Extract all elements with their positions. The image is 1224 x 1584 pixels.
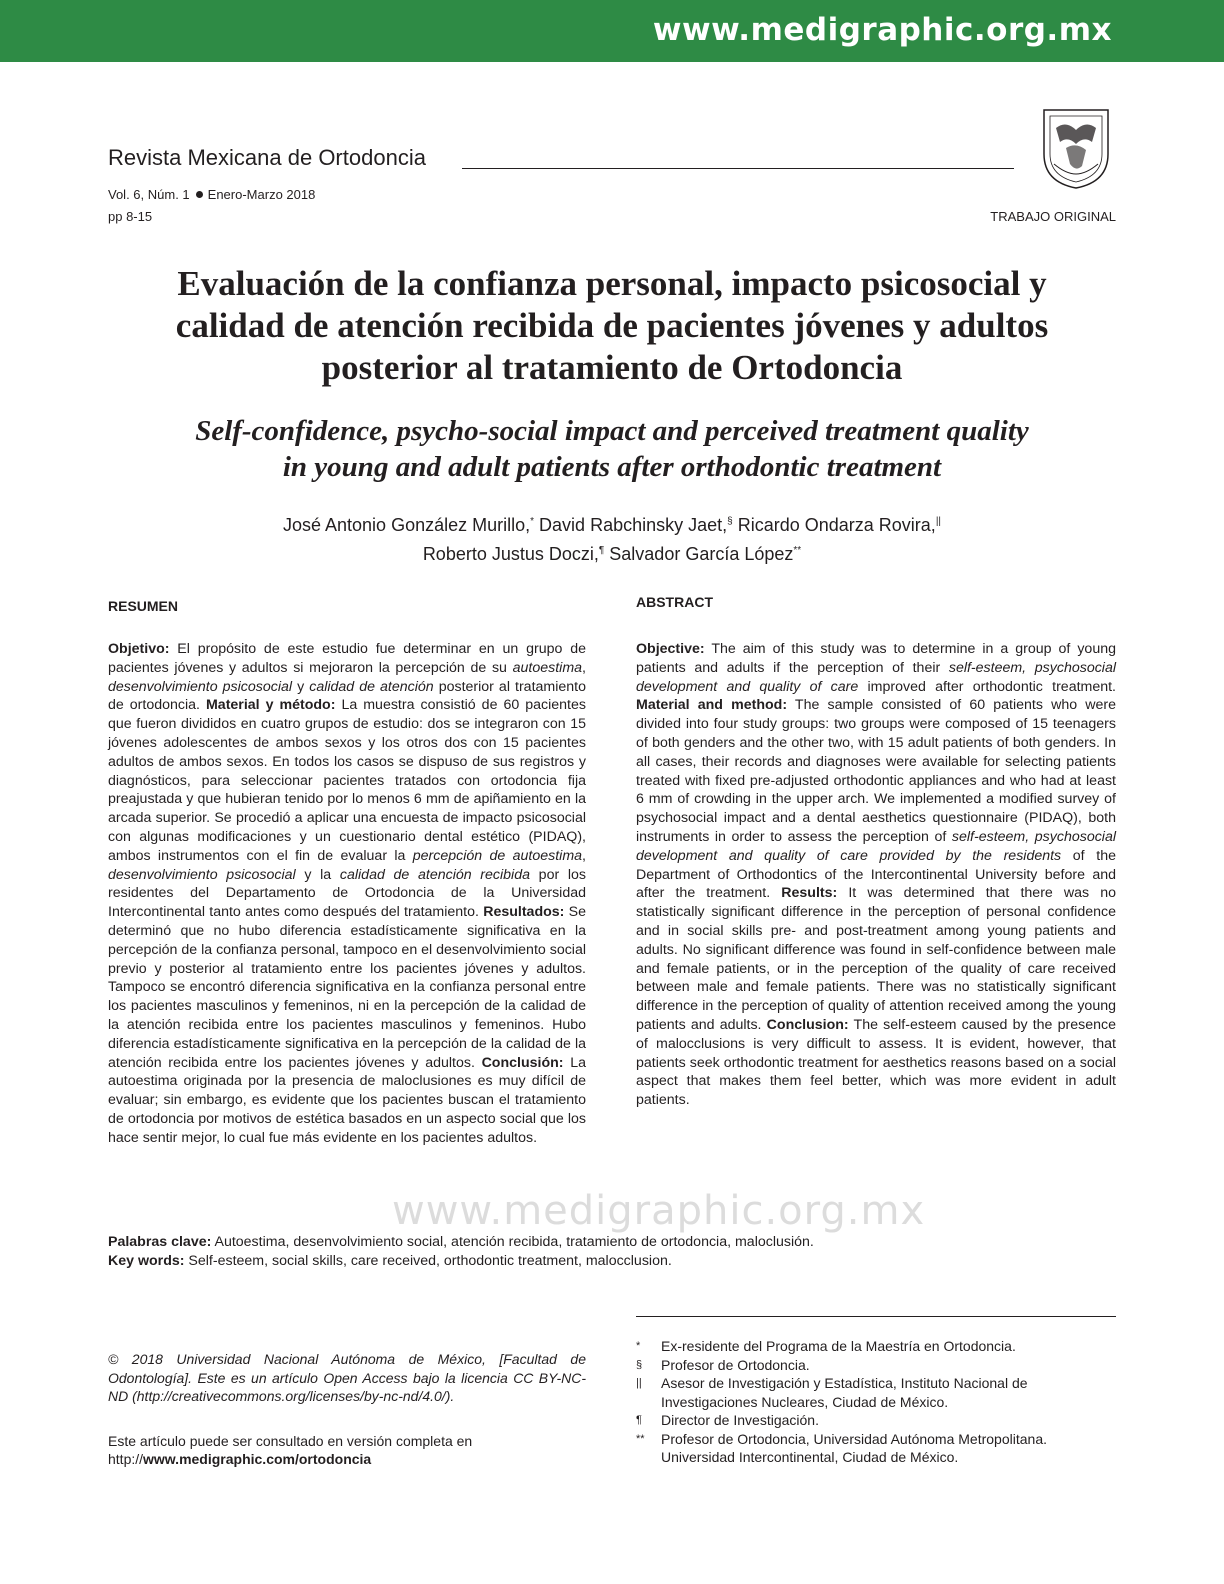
affiliation-mark: § [636,1358,643,1371]
header-rule [462,168,1014,169]
affiliation-mark: * [636,1340,641,1352]
abstract-emphasis: self-esteem, psychosocial development and quality of care provided by the residents [636,828,1116,864]
resumen-text: La autoestima originada por la presencia de maloclusiones es muy difícil de evaluar; sin embargo, es evidente que los pacientes buscan el tratamiento de ortodoncia por motivos de estética basados en un aspecto social que los hace sentir mejor, lo cual fue más evidente en los pacientes adultos. [108,1054,586,1146]
resumen-body [108,640,586,1148]
keywords-text: Autoestima, desenvolvimiento social, atención recibida, tratamiento de ortodoncia, maloclusión. [211,1234,814,1250]
resumen-text: y la [295,866,340,883]
banner-url-link[interactable]: www.medigraphic.org.mx [652,12,1112,48]
affiliation-item [636,1430,1116,1467]
resumen-text: y [292,678,310,695]
resumen-objetivo-label: Objetivo: [108,641,170,657]
author-mark: || [935,516,942,527]
volume-info [108,187,315,202]
author-name: David Rabchinsky Jaet, [539,515,728,535]
abstract-objective-label: Objective: [636,641,705,657]
abstract-text: The self-esteem caused by the presence of malocclusions is very difficult to assess. It is evident, however, that patients seek orthodontic treatment for aesthetics reasons based on a social aspect that makes them feel better, which was more evident in adult patients. [636,1016,1116,1109]
resumen-emphasis: autoestima [512,659,583,676]
resumen-conclusion-label: Conclusión: [481,1054,564,1071]
copyright-notice: © 2018 Universidad Nacional Autónoma de México, [Facultad de Odontología]. Este es un artículo Open Access bajo la licencia CC BY-NC-ND (http://creativecommons.org/licenses/by-nc-nd/4.0/). [108,1351,586,1404]
page-range: pp 8-15 [108,209,153,224]
keywords-text: Self-esteem, social skills, care received, orthodontic treatment, malocclusion. [184,1253,672,1269]
affiliation-list [636,1337,1116,1467]
resumen-text: por los residentes del Departamento de Ortodoncia de la Universidad Intercontinental tanto antes como después del tratamiento. [108,866,587,921]
abstract-text: The sample consisted of 60 patients who were divided into four study groups: two groups were composed of 15 teenagers of both genders and the other two, with 15 adult patients of both genders. In all cases, their records and diagnoses were available for selecting patients treated with fixed pre-adjusted orthodontic appliances and who had at least 6 mm of crowding in the upper arch. We implemented a modified survey of psychosocial impact and a dental aesthetics questionnaire (PIDAQ), both instruments in order to assess the perception of [636,697,1116,845]
section-type: TRABAJO ORIGINAL [990,209,1116,224]
title-spanish [108,263,1116,389]
affiliation-mark: || [636,1377,642,1389]
consult-link-line [108,1450,586,1468]
resumen-emphasis: calidad de atención recibida [339,866,530,883]
keywords-english [108,1252,1118,1271]
title-english-line: in young and adult patients after orthodontic treatment [282,451,942,483]
watermark: www.medigraphic.org.mx [392,1188,926,1234]
title-english [108,413,1116,485]
affiliation-text: Asesor de Investigación y Estadística, Instituto Nacional de Investigaciones Nucleares, Ciudad de México. [661,1375,1028,1410]
author-list [108,509,1116,567]
abstract-body [636,640,1116,1110]
title-spanish-line: posterior al tratamiento de Ortodoncia [321,348,903,387]
keywords-label: Palabras clave: [108,1234,212,1250]
affiliation-text: Ex-residente del Programa de la Maestría en Ortodoncia. [661,1338,1016,1354]
resumen-text: El propósito de este estudio fue determinar en un grupo de pacientes jóvenes y adultos si mejoraron la percepción de su [108,641,586,676]
affiliation-mark: ¶ [636,1414,642,1426]
keywords-label: Key words: [108,1253,185,1269]
resumen-text: La muestra consistió de 60 pacientes que fueron divididos en cuatro grupos de estudio: dos se integraron con 15 jóvenes adolescentes de ambos sexos y los otros dos con 15 pacientes adultos de ambos sexos. En todos los casos se dispuso de sus registros y diagnósticos, para seleccionar pacientes tratados con ortodoncia fija preajustada y que hubieran tenido por lo menos 6 mm de apiñamiento en la arcada superior. Se procedió a aplicar una encuesta de impacto psicosocial con algunas modificaciones y un cuestionario dental estético (PIDAQ), ambos instrumentos con el fin de evaluar la [108,697,586,864]
abstract-emphasis: self-esteem, psychosocial development and quality of care [636,659,1116,695]
affiliation-text: Profesor de Ortodoncia. [661,1356,810,1373]
bullet-icon [196,191,203,198]
author-mark: ** [793,545,802,556]
issue-date: Enero-Marzo 2018 [207,187,316,202]
keywords-spanish [108,1233,1118,1252]
top-banner [0,0,1224,62]
resumen-metodo-label: Material y método: [205,697,336,714]
footnote-rule [636,1316,1116,1317]
abstract-text: of the Department of Orthodontics of the Intercontinental University before and after the treatment. [636,847,1116,902]
consult-notice [108,1432,586,1468]
resumen-text: , [582,847,586,864]
resumen-resultados-label: Resultados: [483,904,565,921]
volume-number: Vol. 6, Núm. 1 [108,187,190,202]
resumen-heading: RESUMEN [108,598,179,614]
unam-seal-icon [1036,104,1116,190]
abstract-text: improved after orthodontic treatment. [858,678,1117,695]
journal-name: Revista Mexicana de Ortodoncia [108,145,426,170]
author-line [108,509,1116,538]
abstract-heading: ABSTRACT [636,594,713,610]
title-spanish-line: calidad de atención recibida de pacientes jóvenes y adultos [175,306,1049,345]
title-spanish-line: Evaluación de la confianza personal, impacto psicosocial y [177,264,1047,303]
affiliation-item [636,1356,1116,1375]
consult-url-link[interactable]: www.medigraphic.com/ortodoncia [143,1451,372,1467]
author-name: Ricardo Ondarza Rovira, [737,515,936,535]
resumen-text: , [582,659,586,676]
abstract-text: It was determined that there was no statistically significant difference in the perception of personal confidence and in social skills pre- and post-treatment among young patients and adults. No significant difference was found in self-confidence between male and female patients, or in the perception of the quality of care received between male and female patients. There was no statistically significant difference in the perception of quality of attention received among the young patients and adults. [636,885,1116,1033]
abstract-conclusion-label: Conclusion: [766,1016,849,1033]
author-line [108,538,1116,567]
affiliation-item [636,1411,1116,1430]
author-name: José Antonio González Murillo, [282,515,531,535]
affiliation-item [636,1374,1116,1411]
resumen-emphasis: calidad de atención [309,678,434,695]
affiliation-mark: ** [636,1432,645,1445]
title-english-line: Self-confidence, psycho-social impact and perceived treatment quality [195,415,1029,447]
abstract-text: The aim of this study was to determine in a group of young patients and adults if the perception of their [636,641,1116,676]
abstract-results-label: Results: [781,885,838,902]
author-name: Salvador García López [609,544,794,564]
resumen-emphasis: desenvolvimiento psicosocial [108,866,296,883]
resumen-text: Se determinó que no hubo diferencia estadísticamente significativa en la percepción de la confianza personal, tampoco en el desenvolvimiento social previo y posterior al tratamiento entre los pacientes jóvenes y adultos. Tampoco se encontró diferencia significativa en la confianza personal entre los pacientes masculinos y femeninos, ni en la percepción de la calidad de la atención recibida entre los pacientes masculinos y femeninos. Hubo diferencia estadísticamente significativa en la percepción de la calidad de la atención recibida entre los pacientes jóvenes y adultos. [108,904,587,1071]
keywords-block [108,1233,1118,1271]
author-mark: § [727,516,733,527]
resumen-emphasis: percepción de autoestima [412,847,583,864]
author-name: Roberto Justus Doczi, [422,544,599,564]
affiliation-item [636,1337,1116,1356]
consult-prefix: http:// [108,1451,144,1467]
consult-text: Este artículo puede ser consultado en versión completa en [108,1433,473,1449]
affiliation-text: Director de Investigación. [661,1412,819,1428]
abstract-method-label: Material and method: [636,697,788,714]
author-mark: ¶ [598,545,605,556]
affiliation-text: Profesor de Ortodoncia, Universidad Autónoma Metropolitana. Universidad Intercontinental, Ciudad de México. [661,1430,1047,1465]
resumen-emphasis: desenvolvimiento psicosocial [108,678,293,695]
resumen-text: posterior al tratamiento de ortodoncia. [108,678,586,714]
author-mark: * [530,516,535,527]
